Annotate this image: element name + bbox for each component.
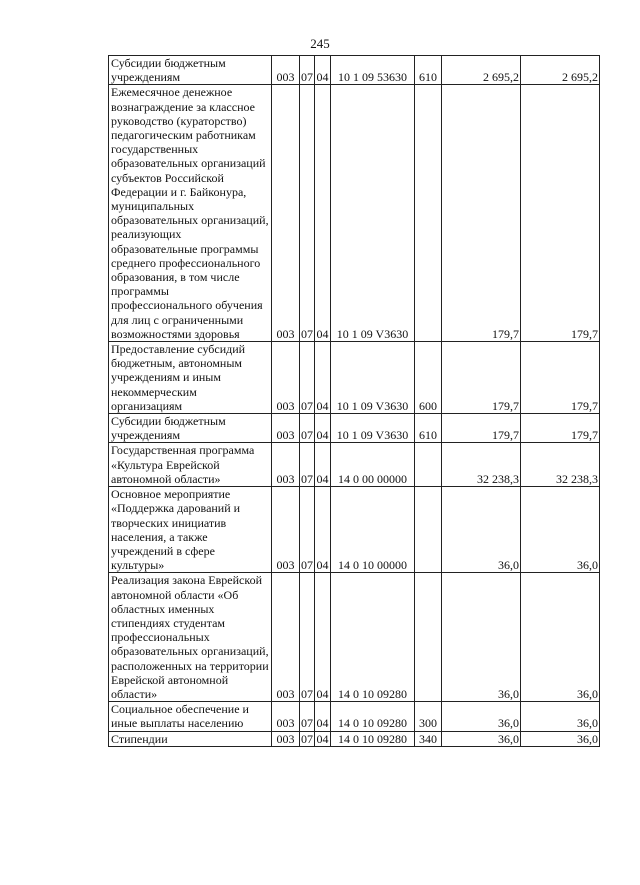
amount-year2-cell: 179,7 (521, 414, 600, 443)
subsection-code-cell: 04 (315, 56, 331, 85)
target-article-cell: 10 1 09 V3630 (331, 414, 415, 443)
subsection-code-cell: 04 (315, 487, 331, 573)
table-row (109, 342, 600, 414)
row-name-cell: Субсидии бюджетным учреждениям (109, 56, 272, 85)
subsection-code-cell: 04 (315, 342, 331, 414)
target-article-cell: 14 0 00 00000 (331, 443, 415, 487)
subsection-code-cell: 04 (316, 731, 329, 746)
section-code-cell: 07 (300, 342, 315, 414)
ved-code-cell: 003 (272, 342, 300, 414)
amount-year2-cell: 36,0 (521, 573, 600, 702)
target-article-cell: 14 0 10 00000 (331, 487, 415, 573)
section-code-cell: 07 (300, 702, 315, 731)
table-row (109, 702, 600, 731)
ved-code-cell: 003 (272, 443, 300, 487)
table-row (109, 56, 600, 85)
amount-year1-cell: 179,7 (442, 342, 521, 414)
ved-code-cell: 003 (272, 702, 300, 731)
amount-year1-cell: 36,0 (442, 731, 521, 746)
amount-year1-cell: 36,0 (442, 702, 521, 731)
expense-type-cell: 600 (415, 342, 442, 414)
amount-year1-cell: 2 695,2 (442, 56, 521, 85)
section-code-cell: 07 (300, 443, 315, 487)
expense-type-cell (415, 573, 442, 702)
expense-type-cell: 610 (415, 56, 442, 85)
target-article-cell: 10 1 09 V3630 (331, 85, 415, 342)
target-article-cell: 10 1 09 53630 (331, 56, 415, 85)
amount-year2-cell: 2 695,2 (521, 56, 600, 85)
ved-code-cell: 003 (272, 487, 300, 573)
subsection-code-cell: 04 (315, 443, 331, 487)
amount-year1-cell: 36,0 (442, 573, 521, 702)
expense-type-cell: 340 (415, 731, 442, 746)
ved-code-cell: 003 (272, 573, 300, 702)
amount-year1-cell: 179,7 (442, 85, 521, 342)
expense-type-cell: 300 (415, 702, 442, 731)
amount-year1-cell: 36,0 (442, 487, 521, 573)
target-article-cell: 10 1 09 V3630 (331, 342, 415, 414)
row-name-cell: Социальное обеспечение и иные выплаты населению (109, 702, 272, 731)
table-row (109, 573, 600, 702)
expense-type-cell (415, 85, 442, 342)
amount-year2-cell: 179,7 (521, 85, 600, 342)
section-code-cell: 07 (300, 487, 315, 573)
table-row (109, 414, 600, 443)
expense-type-cell: 610 (415, 414, 442, 443)
section-code-cell: 07 (300, 573, 315, 702)
target-article-cell: 14 0 10 09280 (331, 731, 415, 746)
subsection-code-cell: 04 (315, 85, 331, 342)
amount-year2-cell: 36,0 (521, 702, 600, 731)
subsection-code-cell: 04 (315, 414, 331, 443)
section-code-cell: 07 (300, 56, 315, 85)
table-row (109, 731, 600, 746)
row-name-cell: Предоставление субсидий бюджетным, автономным учреждениям и иным некоммерческим организациям (109, 342, 272, 414)
expense-type-cell (415, 443, 442, 487)
subsection-code-cell: 04 (315, 573, 331, 702)
ved-code-cell: 003 (272, 85, 300, 342)
amount-year2-cell: 36,0 (521, 487, 600, 573)
row-name-cell: Субсидии бюджетным учреждениям (109, 414, 272, 443)
row-name-cell: Государственная программа «Культура Еврейской автономной области» (109, 443, 272, 487)
row-name-cell: Реализация закона Еврейской автономной области «Об областных именных стипендиях студентам профессиональных образовательных организаций, расположенных на территории Еврейской автономной области» (109, 573, 272, 702)
expense-type-cell (415, 487, 442, 573)
table-row (109, 85, 600, 342)
row-name-cell: Ежемесячное денежное вознаграждение за классное руководство (кураторство) педагогическим работникам государственных образовательных организаций субъектов Российской Федерации и г. Байконура, муниципальных образовательных организаций, реализующих образовательные программы среднего профессионального образования, в том числе программы профессионального обучения для лиц с ограниченными возможностями здоровья (109, 85, 272, 342)
section-code-cell: 07 (300, 85, 315, 342)
section-code-cell: 07 (301, 731, 313, 746)
subsection-code-cell: 04 (315, 702, 331, 731)
amount-year2-cell: 32 238,3 (521, 443, 600, 487)
page-number: 245 (310, 36, 330, 51)
ved-code-cell: 003 (272, 56, 300, 85)
amount-year2-cell: 36,0 (521, 731, 600, 746)
target-article-cell: 14 0 10 09280 (331, 573, 415, 702)
row-name-cell: Стипендии (109, 731, 272, 746)
budget-table (108, 55, 600, 747)
ved-code-cell: 003 (272, 414, 300, 443)
amount-year2-cell: 179,7 (521, 342, 600, 414)
table-body (109, 56, 600, 747)
section-code-cell: 07 (300, 414, 315, 443)
row-name-cell: Основное мероприятие «Поддержка дарований и творческих инициатив населения, а также учреждений в сфере культуры» (109, 487, 272, 573)
table-row (109, 487, 600, 573)
table-row (109, 443, 600, 487)
amount-year1-cell: 32 238,3 (442, 443, 521, 487)
ved-code-cell: 003 (272, 731, 300, 746)
amount-year1-cell: 179,7 (442, 414, 521, 443)
target-article-cell: 14 0 10 09280 (331, 702, 415, 731)
